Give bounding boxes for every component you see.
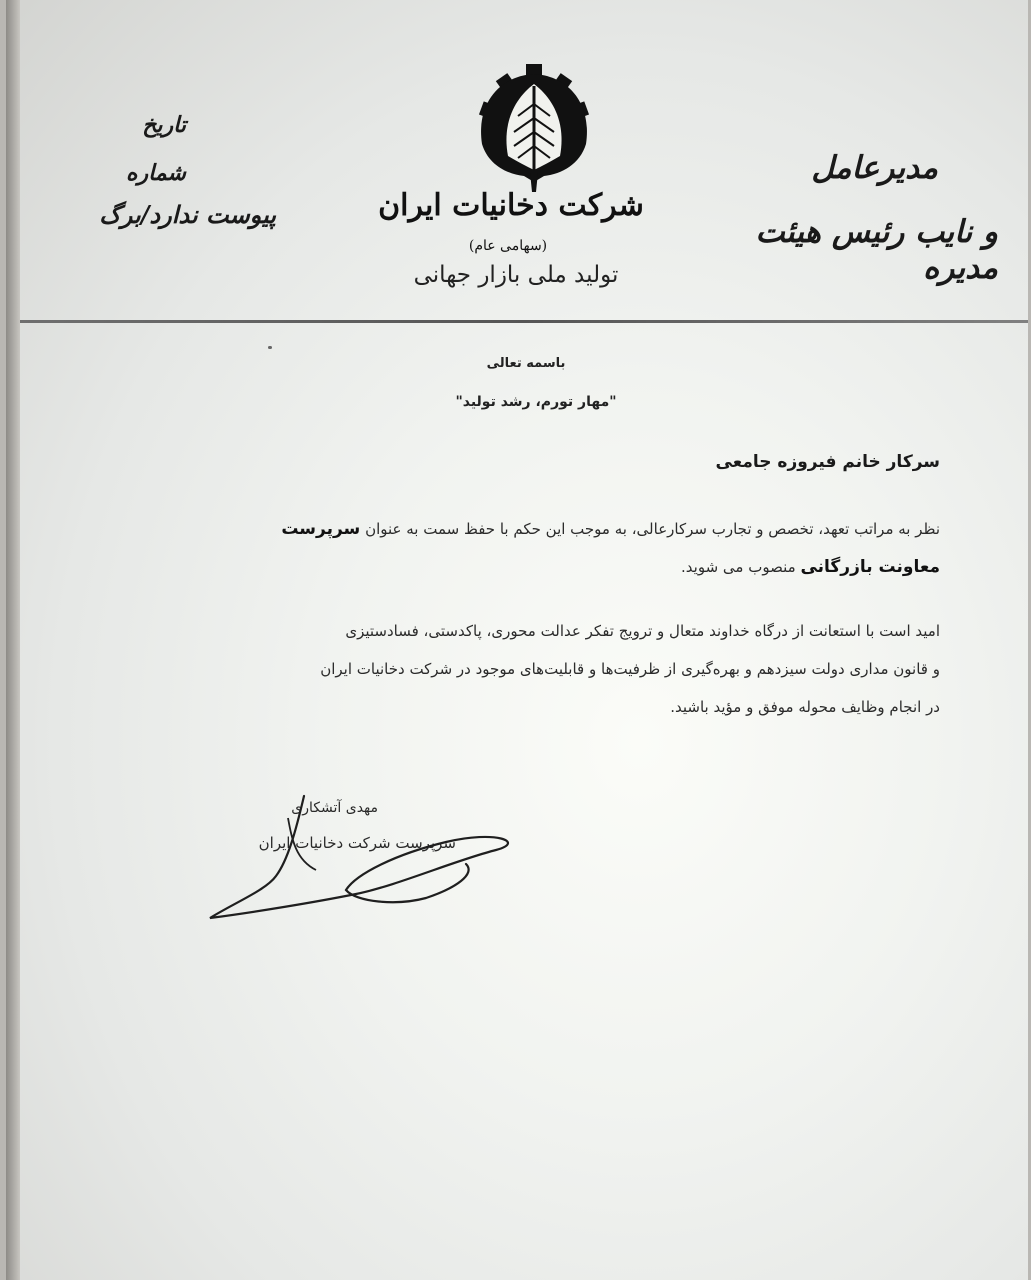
handwritten-signature — [196, 790, 526, 940]
wish-line2: و قانون مداری دولت سیزدهم و بهره‌گیری از ظرفیت‌ها و قابلیت‌های موجود در شرکت دخانیات ایران — [320, 660, 940, 678]
company-logo-icon — [474, 64, 594, 194]
year-slogan: "مهار تورم، رشد تولید" — [455, 394, 617, 410]
sender-title-block — [698, 150, 998, 286]
recipient-salutation: سرکار خانم فیروزه جامعی — [715, 452, 940, 472]
scan-speck — [268, 346, 272, 349]
bismillah: باسمه تعالی — [486, 356, 566, 371]
letter-page — [6, 0, 1028, 1280]
appointment-end: منصوب می شوید. — [681, 558, 796, 576]
company-name — [366, 188, 656, 258]
paper-edge — [6, 0, 20, 1280]
company-slogan: تولید ملی بازار جهانی — [413, 262, 619, 288]
signer-name: مهدی آتشکاری — [291, 800, 378, 816]
appointment-role2: معاونت بازرگانی — [800, 557, 940, 577]
appointment-line1 — [120, 510, 940, 548]
appointment-paragraph — [120, 510, 940, 586]
appointment-role1: سرپرست — [281, 519, 361, 539]
appointment-text: نظر به مراتب تعهد، تخصص و تجارب سرکارعالی، به موجب این حکم با حفظ سمت به عنوان — [365, 520, 940, 538]
sender-title-line1: مدیرعامل — [811, 150, 938, 186]
number-label: شماره — [125, 160, 186, 186]
signer-title: سرپرست شرکت دخانیات ایران — [258, 834, 456, 852]
wish-paragraph — [120, 612, 940, 726]
wish-line3: در انجام وظایف محوله موفق و مؤید باشید. — [670, 698, 940, 716]
letter-meta-block — [56, 112, 276, 229]
appointment-line2 — [120, 548, 940, 586]
wish-line1: امید است با استعانت از درگاه خداوند متعال و ترویج تفکر عدالت محوری، پاکدستی، فسادستیزی — [345, 622, 940, 640]
date-label: تاریخ — [142, 112, 186, 138]
company-name-text: شرکت دخانیات ایران — [378, 188, 644, 223]
sender-title-line2: و نایب رئیس هیئت مدیره — [755, 214, 998, 286]
attachment-label: پیوست ندارد/برگ — [99, 200, 276, 229]
header-divider — [20, 320, 1028, 323]
company-type: (سهامی عام) — [468, 238, 548, 254]
